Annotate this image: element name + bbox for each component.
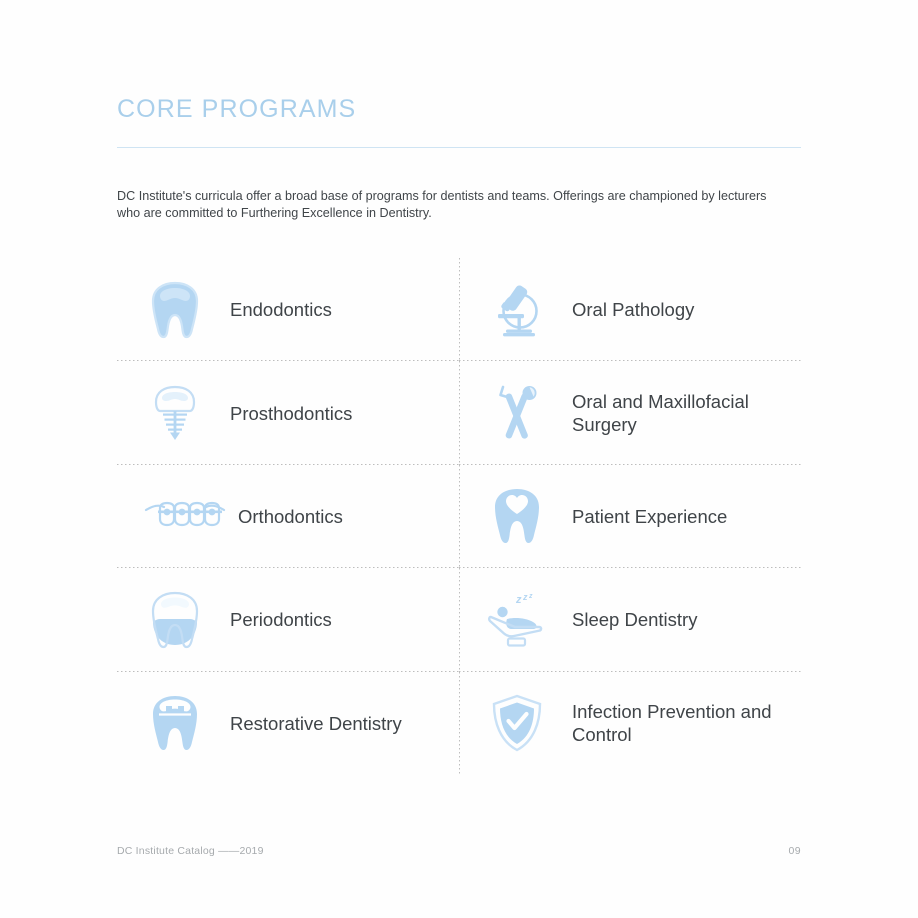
crossed-dental-instruments-icon	[486, 382, 548, 444]
program-item-oral-pathology[interactable]	[459, 258, 801, 361]
sleeping-patient-chair-icon	[486, 589, 548, 651]
program-item-patient-experience[interactable]	[459, 465, 801, 568]
tooth-gum-icon	[144, 589, 206, 651]
program-label: Patient Experience	[572, 505, 728, 527]
braces-icon	[144, 485, 226, 547]
page-footer	[117, 845, 801, 857]
dental-implant-icon	[144, 382, 206, 444]
program-item-orthodontics[interactable]	[117, 465, 459, 568]
program-label: Restorative Dentistry	[230, 712, 402, 734]
program-label: Periodontics	[230, 609, 332, 631]
page-header	[117, 96, 801, 148]
shield-check-icon	[486, 692, 548, 754]
program-label: Sleep Dentistry	[572, 609, 698, 631]
svg-text:z: z	[516, 593, 522, 606]
svg-text:z: z	[523, 591, 528, 602]
tooth-heart-icon	[486, 485, 548, 547]
program-item-prosthodontics[interactable]	[117, 361, 459, 464]
tooth-filling-icon	[144, 692, 206, 754]
program-label: Prosthodontics	[230, 402, 353, 424]
program-item-restorative-dentistry[interactable]	[117, 672, 459, 775]
core-programs-grid	[117, 258, 801, 775]
svg-text:z: z	[529, 592, 533, 600]
program-label: Infection Prevention and Control	[572, 701, 772, 746]
tooth-root-canal-icon	[144, 279, 206, 341]
program-label: Endodontics	[230, 299, 332, 321]
program-item-oral-maxillofacial-surgery[interactable]	[459, 361, 801, 464]
program-label: Orthodontics	[238, 505, 343, 527]
intro-paragraph: DC Institute's curricula offer a broad base of programs for dentists and teams. Offerings are championed by lecturers who are committed to Furthering Excellence in Dentistry.	[117, 188, 767, 221]
page-title: CORE PROGRAMS	[117, 95, 357, 123]
program-label: Oral and Maxillofacial Surgery	[572, 391, 749, 436]
program-item-periodontics[interactable]	[117, 568, 459, 671]
program-item-endodontics[interactable]	[117, 258, 459, 361]
program-item-infection-prevention-control[interactable]	[459, 672, 801, 775]
footer-page-number: 09	[788, 845, 801, 857]
microscope-icon	[486, 279, 548, 341]
program-label: Oral Pathology	[572, 299, 695, 321]
program-item-sleep-dentistry[interactable]	[459, 568, 801, 671]
title-divider	[117, 147, 801, 148]
footer-catalog-label: DC Institute Catalog ——2019	[117, 845, 264, 857]
